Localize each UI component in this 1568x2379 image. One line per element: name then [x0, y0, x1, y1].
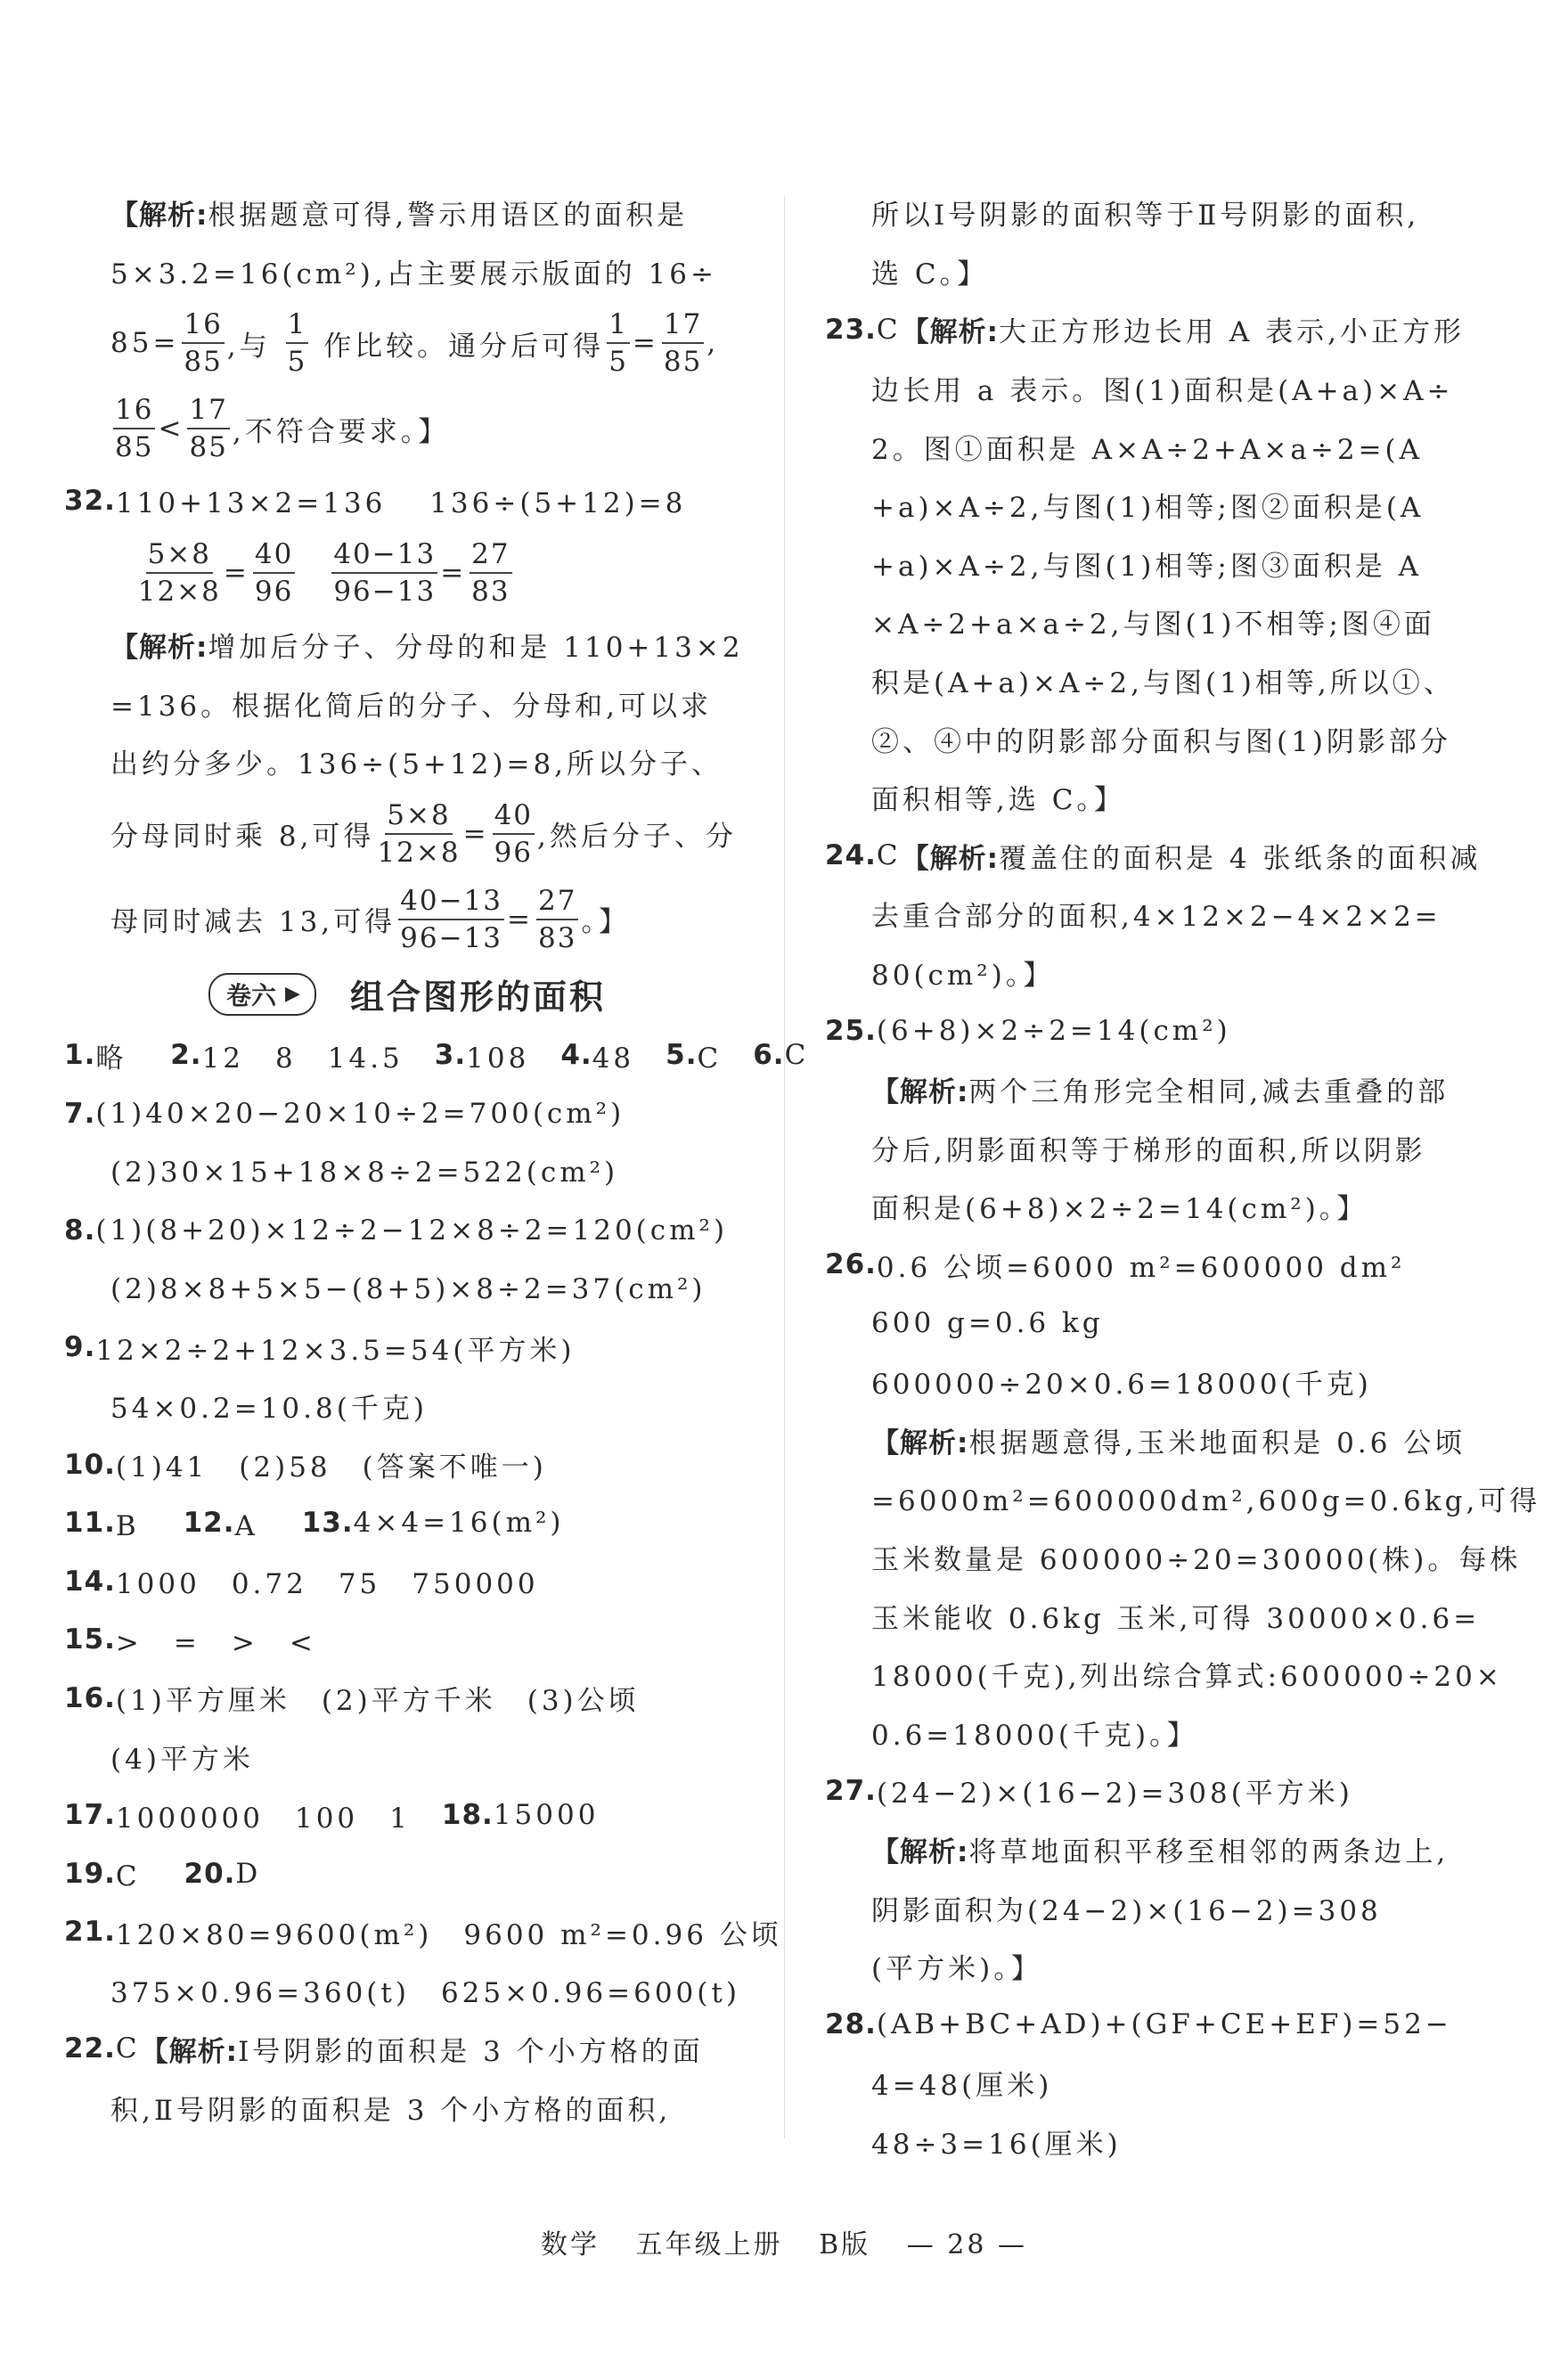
footer-subject: 数学 — [541, 2229, 600, 2260]
text: ,然后分子、分 — [537, 821, 737, 854]
text-line — [825, 417, 1511, 476]
text-line — [825, 827, 1511, 886]
text: C — [115, 1860, 184, 1893]
fraction — [470, 536, 511, 609]
text: =6000m²=600000dm²,600g=0.6kg,可得 — [871, 1485, 1541, 1518]
analysis-label: 【解析: — [871, 1835, 969, 1868]
text-line — [64, 1611, 750, 1670]
text-line — [825, 1703, 1511, 1762]
question-number: 21. — [64, 1916, 116, 1949]
text: D — [235, 1857, 262, 1890]
text-line — [64, 1260, 750, 1319]
text: = — [462, 817, 490, 850]
text: = — [440, 556, 468, 589]
fraction — [138, 536, 221, 609]
question-number: 25. — [825, 1015, 877, 1048]
text: Ⅰ号阴影的面积是 3 个小方格的面 — [238, 2035, 704, 2068]
question-number: 22. — [64, 2032, 116, 2065]
analysis-label: 【解析: — [871, 1427, 969, 1459]
text: C — [784, 1039, 810, 1072]
text-line — [825, 593, 1511, 651]
text: , — [706, 327, 720, 360]
text-line — [64, 300, 750, 386]
section-badge-label: 卷六 — [226, 980, 277, 1010]
fraction-denominator: 96 — [254, 575, 294, 608]
analysis-label: 【解析: — [901, 842, 1000, 875]
analysis-label: 【解析: — [871, 1076, 969, 1109]
question-number: 10. — [64, 1448, 116, 1481]
text: (1)40×20−20×10÷2=700(cm²) — [95, 1097, 625, 1130]
fraction-denominator: 5 — [287, 346, 307, 379]
text-line — [825, 300, 1511, 359]
fraction — [607, 307, 630, 380]
text: 108 — [466, 1042, 561, 1075]
fraction-numerator: 27 — [470, 536, 511, 574]
page-number: — 28 — — [906, 2229, 1027, 2260]
text: 略 — [95, 1042, 171, 1075]
fraction — [182, 307, 224, 380]
text-line — [825, 1060, 1511, 1119]
text-line — [825, 709, 1511, 768]
text-line — [825, 1353, 1511, 1411]
text-line — [825, 535, 1511, 593]
fraction — [331, 536, 437, 609]
question-number: 24. — [825, 839, 877, 872]
text-line — [64, 616, 750, 674]
analysis-label: 【解析: — [110, 200, 208, 233]
text-line — [64, 674, 750, 732]
text: 18000(千克),列出综合算式:600000÷20× — [871, 1661, 1503, 1694]
text-line — [825, 1645, 1511, 1704]
text: 120×80=9600(m²) 9600 m²=0.96 公顷 — [115, 1918, 782, 1951]
text: C — [876, 839, 902, 872]
text-line — [64, 1669, 750, 1728]
text: = — [223, 556, 250, 589]
fraction-numerator: 1 — [286, 307, 309, 344]
question-number: 15. — [64, 1623, 116, 1656]
text-line — [64, 386, 750, 471]
text-line — [825, 1236, 1511, 1295]
fraction-numerator: 40 — [493, 797, 535, 835]
text: 面积是(6+8)×2÷2=14(cm²)。】 — [871, 1193, 1368, 1226]
fraction-denominator: 12×8 — [377, 836, 461, 869]
text-line — [825, 1410, 1511, 1469]
fraction-denominator: 96−13 — [333, 575, 437, 608]
triangle-right-icon: ▶ — [285, 983, 300, 1006]
text: 大正方形边长用 A 表示,小正方形 — [999, 316, 1466, 349]
text-line — [825, 184, 1511, 242]
fraction-numerator: 16 — [113, 392, 155, 429]
text-line — [825, 1001, 1511, 1060]
text: 积是(A+a)×A÷2,与图(1)相等,所以①、 — [871, 667, 1455, 700]
page-footer — [0, 2222, 1568, 2261]
question-number: 14. — [64, 1565, 116, 1598]
text: (1)(8+20)×12÷2−12×8÷2=120(cm²) — [95, 1214, 729, 1247]
fraction-numerator: 40−13 — [398, 883, 504, 920]
text: B — [115, 1509, 184, 1542]
question-number: 4. — [560, 1039, 592, 1072]
fraction-numerator: 27 — [536, 883, 578, 920]
fraction — [398, 883, 504, 956]
text-line — [64, 1201, 750, 1260]
fraction — [493, 797, 535, 871]
text-line — [64, 1319, 750, 1378]
text: = — [632, 327, 659, 360]
text: 根据题意可得,警示用语区的面积是 — [208, 200, 689, 233]
question-number: 27. — [825, 1774, 877, 1807]
text-line — [64, 1902, 782, 1961]
section-heading — [64, 962, 750, 1026]
fraction-numerator: 5×8 — [385, 797, 452, 835]
footer-grade: 五年级上册 — [635, 2229, 783, 2260]
text-line — [825, 1937, 1511, 1996]
analysis-label: 【解析: — [901, 316, 1000, 349]
fraction-numerator: 1 — [607, 307, 630, 344]
text: 85= — [110, 327, 180, 360]
text-line — [64, 1844, 750, 1903]
text: 2。图①面积是 A×A÷2+A×a÷2=(A — [871, 433, 1423, 466]
analysis-label: 【解析: — [140, 2035, 239, 2068]
text: 覆盖住的面积是 4 张纸条的面积减 — [999, 842, 1482, 875]
question-number: 11. — [64, 1507, 116, 1540]
fraction-denominator: 96−13 — [400, 921, 503, 954]
text: (6+8)×2÷2=14(cm²) — [876, 1015, 1231, 1048]
fraction — [377, 797, 460, 871]
text: 去重合部分的面积,4×12×2−4×2×2= — [871, 901, 1441, 934]
section-title: 组合图形的面积 — [349, 977, 606, 1018]
section-badge — [208, 973, 316, 1016]
footer-edition: B版 — [819, 2229, 871, 2260]
fraction-denominator: 12×8 — [137, 575, 221, 608]
text: 面积相等,选 C。】 — [871, 784, 1125, 817]
question-number: 1. — [64, 1039, 96, 1072]
fraction-denominator: 5 — [608, 346, 628, 379]
text-line — [825, 359, 1511, 418]
text-line — [825, 1995, 1511, 2054]
text: 母同时减去 13,可得 — [110, 906, 396, 939]
fraction-denominator: 85 — [184, 346, 223, 379]
fraction-numerator: 5×8 — [146, 536, 213, 574]
fraction-numerator: 17 — [662, 307, 704, 344]
text-line — [64, 1377, 750, 1435]
text: 分母同时乘 8,可得 — [110, 821, 375, 854]
fraction — [286, 307, 309, 380]
text-line — [64, 1961, 750, 2020]
text-line — [64, 877, 750, 962]
text-line — [64, 1435, 750, 1494]
text-line — [825, 1762, 1511, 1820]
text: C — [115, 2032, 141, 2065]
text-line — [825, 1469, 1541, 1528]
text-line — [825, 944, 1511, 1002]
text: 增加后分子、分母的和是 110+13×2 — [208, 632, 744, 665]
text: (1)41 (2)58 (答案不唯一) — [115, 1451, 547, 1484]
question-number: 6. — [753, 1039, 785, 1072]
text: (平方米)。】 — [871, 1953, 1042, 1986]
text: 积,Ⅱ号阴影的面积是 3 个小方格的面积, — [110, 2094, 672, 2127]
text: 12×2÷2+12×3.5=54(平方米) — [95, 1334, 576, 1367]
question-number: 19. — [64, 1857, 116, 1890]
text-line — [64, 242, 750, 301]
text-line — [64, 1728, 750, 1786]
text-line — [825, 1294, 1511, 1353]
text: 5×3.2=16(cm²),占主要展示版面的 16÷ — [110, 258, 717, 290]
text: 选 C。】 — [871, 258, 989, 290]
text: 600000÷20×0.6=18000(千克) — [871, 1369, 1372, 1402]
text-line — [64, 2078, 750, 2137]
text: 4×4=16(m²) — [353, 1507, 565, 1540]
text: C — [697, 1042, 754, 1075]
question-number: 32. — [64, 484, 116, 517]
text: (2)30×15+18×8÷2=522(cm²) — [110, 1156, 619, 1189]
question-number: 3. — [434, 1039, 467, 1072]
question-number: 28. — [825, 2008, 877, 2041]
fraction-denominator: 85 — [189, 431, 228, 464]
text: 两个三角形完全相同,减去重叠的部 — [968, 1076, 1450, 1109]
text: 1000 0.72 75 750000 — [115, 1568, 539, 1601]
text: = — [507, 903, 535, 936]
fraction — [662, 307, 704, 380]
text: 阴影面积为(24−2)×(16−2)=308 — [871, 1894, 1382, 1927]
text-line — [64, 2020, 750, 2079]
text: 0.6=18000(千克)。】 — [871, 1719, 1198, 1752]
text-line — [825, 768, 1511, 827]
text-line — [64, 1026, 810, 1085]
text-line — [825, 1177, 1511, 1236]
text — [110, 557, 135, 589]
fraction-denominator: 83 — [471, 575, 510, 608]
question-number: 12. — [183, 1507, 235, 1540]
text-line — [825, 1878, 1511, 1937]
question-number: 23. — [825, 313, 877, 346]
fraction-denominator: 96 — [494, 836, 534, 869]
text: 110+13×2=136 136÷(5+12)=8 — [115, 487, 687, 520]
fraction-denominator: 85 — [663, 346, 703, 379]
question-number: 8. — [64, 1214, 96, 1247]
text: 12 8 14.5 — [201, 1042, 435, 1075]
text: 分后,阴影面积等于梯形的面积,所以阴影 — [871, 1134, 1426, 1167]
text-line — [825, 885, 1511, 944]
text-line — [64, 791, 750, 877]
text: 所以Ⅰ号阴影的面积等于Ⅱ号阴影的面积, — [871, 200, 1420, 233]
text: 1000000 100 1 — [115, 1802, 442, 1835]
text: (AB+BC+AD)+(GF+CE+EF)=52− — [876, 2008, 1452, 2041]
text: +a)×A÷2,与图(1)相等;图②面积是(A — [871, 492, 1425, 525]
question-number: 7. — [64, 1097, 96, 1130]
text-line — [825, 2113, 1511, 2171]
fraction — [536, 883, 578, 956]
text: 作比较。通分后可得 — [311, 330, 605, 363]
text: C — [876, 313, 902, 346]
fraction — [253, 536, 295, 609]
text: =136。根据化简后的分子、分母和,可以求 — [110, 690, 712, 723]
text: ②、④中的阴影部分面积与图(1)阴影部分 — [871, 725, 1451, 758]
fraction-numerator: 17 — [187, 392, 229, 429]
text: (4)平方米 — [110, 1743, 254, 1776]
question-number: 5. — [666, 1039, 698, 1072]
text-line — [64, 184, 750, 242]
text: 48 — [592, 1042, 666, 1075]
text: > = > < — [115, 1626, 316, 1659]
text-line — [64, 1084, 750, 1143]
fraction-denominator: 83 — [538, 921, 577, 954]
text: 15000 — [493, 1799, 600, 1832]
text-line — [64, 1493, 750, 1552]
text: 将草地面积平移至相邻的两条边上, — [968, 1835, 1450, 1868]
question-number: 17. — [64, 1799, 116, 1832]
text-line — [64, 1786, 750, 1844]
text: < — [158, 413, 185, 446]
text: (2)8×8+5×5−(8+5)×8÷2=37(cm²) — [110, 1272, 706, 1305]
text-line — [64, 1143, 750, 1202]
column-divider — [784, 196, 785, 2138]
text: A — [234, 1509, 302, 1542]
text: 4=48(厘米) — [871, 2070, 1053, 2103]
text: 边长用 a 表示。图(1)面积是(A+a)×A÷ — [871, 375, 1454, 408]
text-line — [64, 530, 750, 616]
question-number: 9. — [64, 1331, 96, 1364]
fraction — [187, 392, 229, 465]
fraction — [113, 392, 155, 465]
text-line — [825, 1119, 1511, 1178]
text: 80(cm²)。】 — [871, 960, 1055, 993]
text: ,与 — [226, 330, 283, 363]
text-line — [825, 2054, 1511, 2113]
text: 玉米数量是 600000÷20=30000(株)。每株 — [871, 1543, 1522, 1576]
text: (1)平方厘米 (2)平方千米 (3)公顷 — [115, 1685, 640, 1718]
text-line — [64, 471, 750, 530]
text-line — [64, 1552, 750, 1611]
question-number: 18. — [441, 1799, 494, 1832]
text: ×A÷2+a×a÷2,与图(1)不相等;图④面 — [871, 609, 1435, 642]
question-number: 20. — [184, 1857, 236, 1890]
fraction-denominator: 85 — [115, 431, 154, 464]
question-number: 26. — [825, 1248, 877, 1281]
question-number: 13. — [301, 1507, 354, 1540]
fraction-numerator: 40 — [253, 536, 295, 574]
text: 600 g=0.6 kg — [871, 1307, 1104, 1340]
right-column — [825, 184, 1541, 2171]
text-line — [825, 476, 1511, 535]
text: ,不符合要求。】 — [232, 415, 450, 448]
text: (24−2)×(16−2)=308(平方米) — [876, 1778, 1353, 1811]
text-line — [825, 1820, 1511, 1879]
text-line — [825, 242, 1511, 301]
text: 375×0.96=360(t) 625×0.96=600(t) — [110, 1977, 740, 2010]
text-line — [825, 1586, 1511, 1645]
question-number: 16. — [64, 1681, 116, 1714]
text-line — [64, 732, 750, 791]
fraction-numerator: 16 — [182, 307, 224, 344]
text: 。】 — [581, 906, 630, 939]
text: 0.6 公顷=6000 m²=600000 dm² — [876, 1251, 1406, 1284]
text: 48÷3=16(厘米) — [871, 2128, 1122, 2161]
text-line — [825, 651, 1511, 710]
text-line — [825, 1528, 1522, 1587]
left-column — [64, 184, 810, 2137]
text: 出约分多少。136÷(5+12)=8,所以分子、 — [110, 748, 723, 781]
text: 玉米能收 0.6kg 玉米,可得 30000×0.6= — [871, 1602, 1481, 1635]
text: 根据题意得,玉米地面积是 0.6 公顷 — [968, 1427, 1466, 1459]
text: 54×0.2=10.8(千克) — [110, 1393, 428, 1426]
text — [298, 552, 329, 593]
question-number: 2. — [170, 1039, 202, 1072]
fraction-numerator: 40−13 — [331, 536, 437, 574]
analysis-label: 【解析: — [110, 632, 208, 665]
text: +a)×A÷2,与图(1)相等;图③面积是 A — [871, 550, 1423, 583]
